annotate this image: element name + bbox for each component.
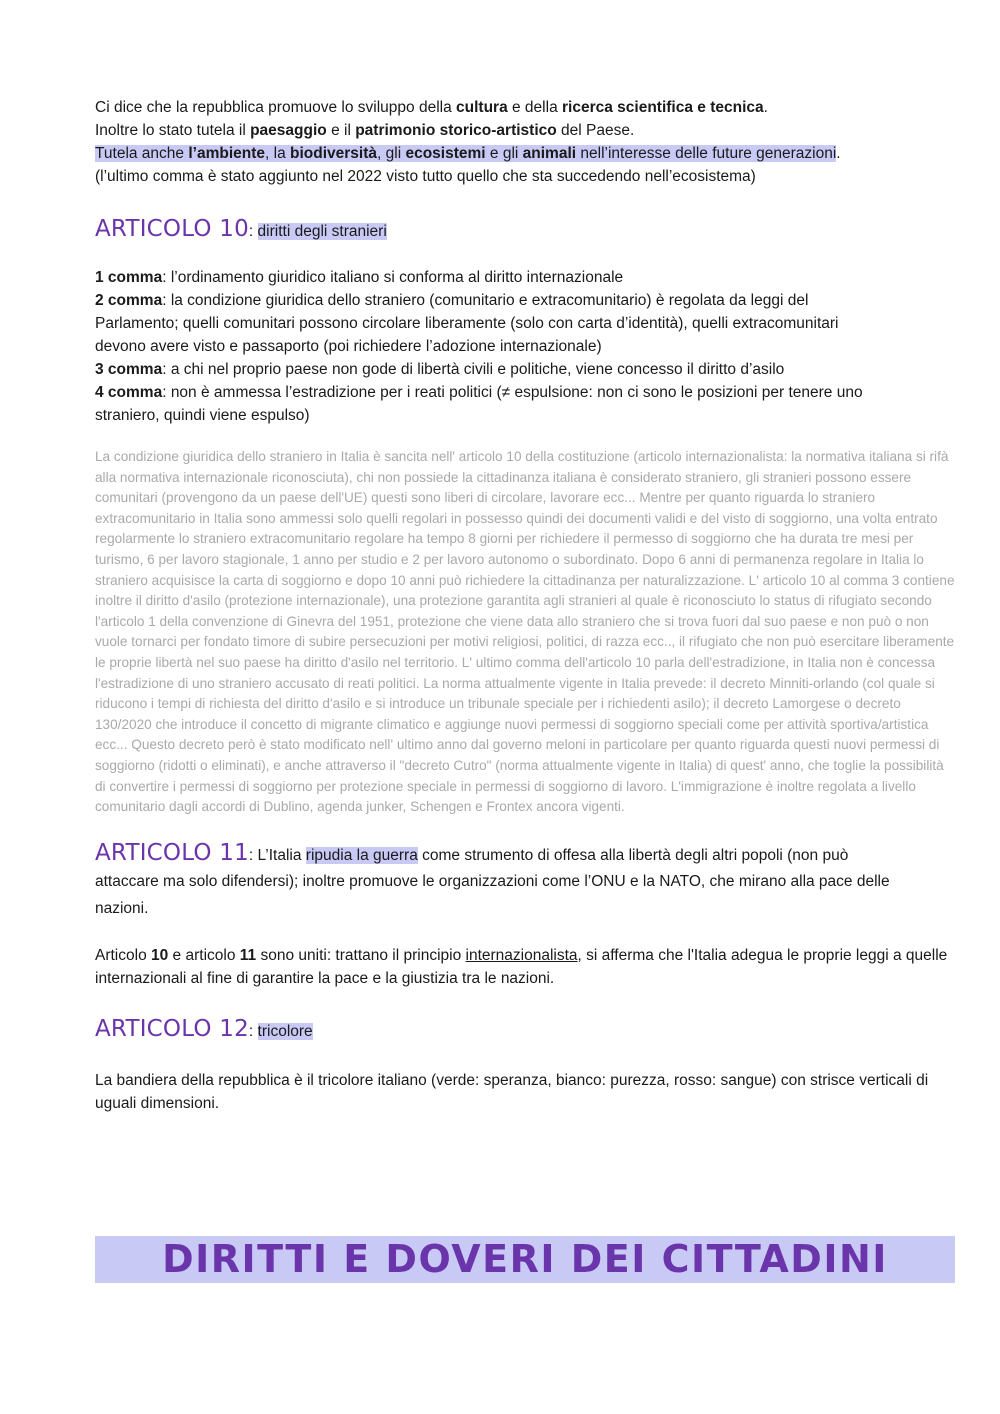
text-span: , la bbox=[265, 145, 291, 162]
intro-line-3 bbox=[95, 142, 955, 165]
article12-heading bbox=[95, 1014, 955, 1047]
article11-section bbox=[95, 840, 895, 923]
article9-summary bbox=[95, 96, 955, 188]
text-span: . bbox=[836, 145, 841, 162]
text-span: e articolo bbox=[168, 947, 240, 965]
text-span: nell’interesse delle future generazioni bbox=[576, 145, 837, 162]
bold-term: paesaggio bbox=[250, 122, 327, 139]
title-separator: : bbox=[248, 223, 258, 240]
text-span: Inoltre lo stato tutela il bbox=[95, 122, 251, 139]
text-span: , gli bbox=[377, 145, 406, 162]
article10-heading bbox=[95, 214, 955, 247]
highlighted-sentence bbox=[95, 145, 836, 162]
article10-commas bbox=[95, 266, 955, 427]
section-banner: DIRITTI E DOVERI DEI CITTADINI bbox=[95, 1236, 955, 1283]
bold-term: 10 bbox=[151, 947, 169, 965]
comma-3 bbox=[95, 358, 955, 381]
comma-text: : l’ordinamento giuridico italiano si conforma al diritto internazionale bbox=[162, 269, 624, 286]
comma-label: 1 comma bbox=[95, 269, 163, 286]
bold-term: ecosistemi bbox=[405, 145, 486, 162]
article-subtitle: tricolore bbox=[257, 1023, 313, 1041]
bold-term: biodiversità bbox=[290, 145, 378, 162]
bold-term: ricerca scientifica e tecnica bbox=[562, 99, 764, 116]
title-separator: : bbox=[248, 1023, 258, 1041]
bold-term: l’ambiente bbox=[188, 145, 266, 162]
comma-1 bbox=[95, 266, 955, 289]
flag-description: La bandiera della repubblica è il tricolore italiano (verde: speranza, bianco: purezza, rosso: sangue) con strisce verticali di uguali dimensioni. bbox=[95, 1072, 929, 1113]
article-subtitle: diritti degli stranieri bbox=[257, 223, 387, 240]
text-span: sono uniti: trattano il principio bbox=[256, 947, 466, 965]
article10-details-paragraph: La condizione giuridica dello straniero in Italia è sancita nell' articolo 10 della costituzione (articolo internazionalista: la normativa italiana si rifà alla normativa internazionale riconosciuta), chi non possiede la cittadinanza italiana è considerato straniero, gli stranieri possono essere comunitari (provengono da un paese dell'UE) questi sono liberi di circolare, lavorare ecc... Mentre per quanto riguarda lo straniero extracomunitario in Italia sono ammessi solo quelli regolari in possesso quindi dei documenti validi e del visto di soggiorno, una volta entrato regolarmente lo straniero extracomunitario regolare ha tempo 8 giorni per richiedere il permesso di soggiorno che ha durata tre mesi per turismo, 6 per lavoro stagionale, 1 anno per studio e 2 per lavoro autonomo o subordinato. Dopo 6 anni di permanenza regolare in Italia lo straniero acquisisce la carta di soggiorno e dopo 10 anni può richiedere la cittadinanza per naturalizzazione. L' articolo 10 al comma 3 contiene inoltre il diritto d'asilo (protezione internazionale), una protezione garantita agli stranieri al quale è riconosciuto lo status di rifugiato secondo l'articolo 1 della convenzione di Ginevra del 1951, protezione che viene data allo straniero che si trova fuori dal suo paese e non può o non vuole tornarci per fondato timore di subire persecuzioni per motivi religiosi, politici, di razza ecc.., il rifugiato che non può esercitare liberamente le proprie libertà nel suo paese ha diritto d'asilo nel territorio. L' ultimo comma dell'articolo 10 parla dell'estradizione, in Italia non è concessa l'estradizione di uno straniero accusato di reati politici. La norma attualmente vigente in Italia prevede: il decreto Minniti-orlando (col quale si riducono i tempi di richiesta del diritto d'asilo e si introduce un tribunale speciale per i richiedenti asilo); il decreto Lamorgese o decreto 130/2020 che introduce il concetto di migrante climatico e aggiunge nuovi permessi di soggiorno speciali come per attività sportiva/artistica ecc... Questo decreto però è stato modificato nell' ultimo anno dal governo meloni in particolare per quanto riguarda questi nuovi permessi di soggiorno (ridotti o eliminati), e anche attraverso il "decreto Cutro" (norma attualmente vigente in Italia) di quest' anno, che toglie la possibilità di convertire i permessi di soggiorno per protezione speciale in permessi di soggiorno di lavoro. L'immigrazione è inoltre regolata a livello comunitario dagli accordi di Dublino, agenda junker, Schengen e Frontex ancora vigenti. bbox=[95, 449, 955, 815]
text-span: e il bbox=[326, 122, 356, 139]
text-span: Tutela anche bbox=[95, 145, 189, 162]
intro-line-2 bbox=[95, 119, 955, 142]
text-span: del Paese. bbox=[556, 122, 635, 139]
internationalism-note bbox=[95, 944, 955, 990]
highlighted-phrase: ripudia la guerra bbox=[305, 846, 418, 864]
comma-text: : non è ammessa l’estradizione per i reati politici (≠ espulsione: non ci sono le posizioni per tenere uno straniero, quindi viene espulso) bbox=[95, 384, 863, 424]
comma-4 bbox=[95, 381, 905, 427]
bold-term: cultura bbox=[456, 99, 508, 116]
text-span: . bbox=[763, 99, 768, 116]
text-span: e gli bbox=[485, 145, 523, 162]
intro-line-4: (l’ultimo comma è stato aggiunto nel 2022 visto tutto quello che sta succedendo nell’ecosistema) bbox=[95, 168, 756, 185]
comma-label: 4 comma bbox=[95, 384, 163, 401]
document-body bbox=[95, 96, 955, 1115]
text-span: Ci dice che la repubblica promuove lo sviluppo della bbox=[95, 99, 457, 116]
comma-2 bbox=[95, 289, 885, 358]
bold-term: patrimonio storico-artistico bbox=[355, 122, 557, 139]
bold-term: 11 bbox=[239, 947, 257, 965]
text-span: : L’Italia bbox=[248, 846, 306, 864]
comma-text: : a chi nel proprio paese non gode di libertà civili e politiche, viene concesso il diritto d’asilo bbox=[162, 361, 785, 378]
text-span: Articolo bbox=[95, 947, 151, 965]
comma-text: : la condizione giuridica dello straniero (comunitario e extracomunitario) è regolata da leggi del Parlamento; quelli comunitari possono circolare liberamente (solo con carta d’identità), quelli extracomunitari devono avere visto e passaporto (poi richiedere l’adozione internazionale) bbox=[95, 292, 839, 355]
article-title: ARTICOLO 12 bbox=[95, 1016, 249, 1043]
text-span: come strumento di offesa alla libertà degli altri popoli (non può attaccare ma solo difendersi); inoltre promuove le organizzazioni come l’ONU e la NATO, che mirano alla pace delle nazioni. bbox=[95, 846, 890, 917]
text-span: , si afferma che l'Italia adegua le proprie leggi a quelle internazionali al fine di garantire la pace e la giustizia tra le nazioni. bbox=[95, 947, 948, 988]
article-title: ARTICOLO 11 bbox=[95, 839, 249, 866]
bold-term: animali bbox=[522, 145, 577, 162]
article-title: ARTICOLO 10 bbox=[95, 216, 249, 242]
comma-label: 2 comma bbox=[95, 292, 163, 309]
text-span: e della bbox=[507, 99, 562, 116]
comma-label: 3 comma bbox=[95, 361, 163, 378]
intro-line-1 bbox=[95, 96, 955, 119]
underlined-term: internazionalista bbox=[465, 947, 578, 965]
